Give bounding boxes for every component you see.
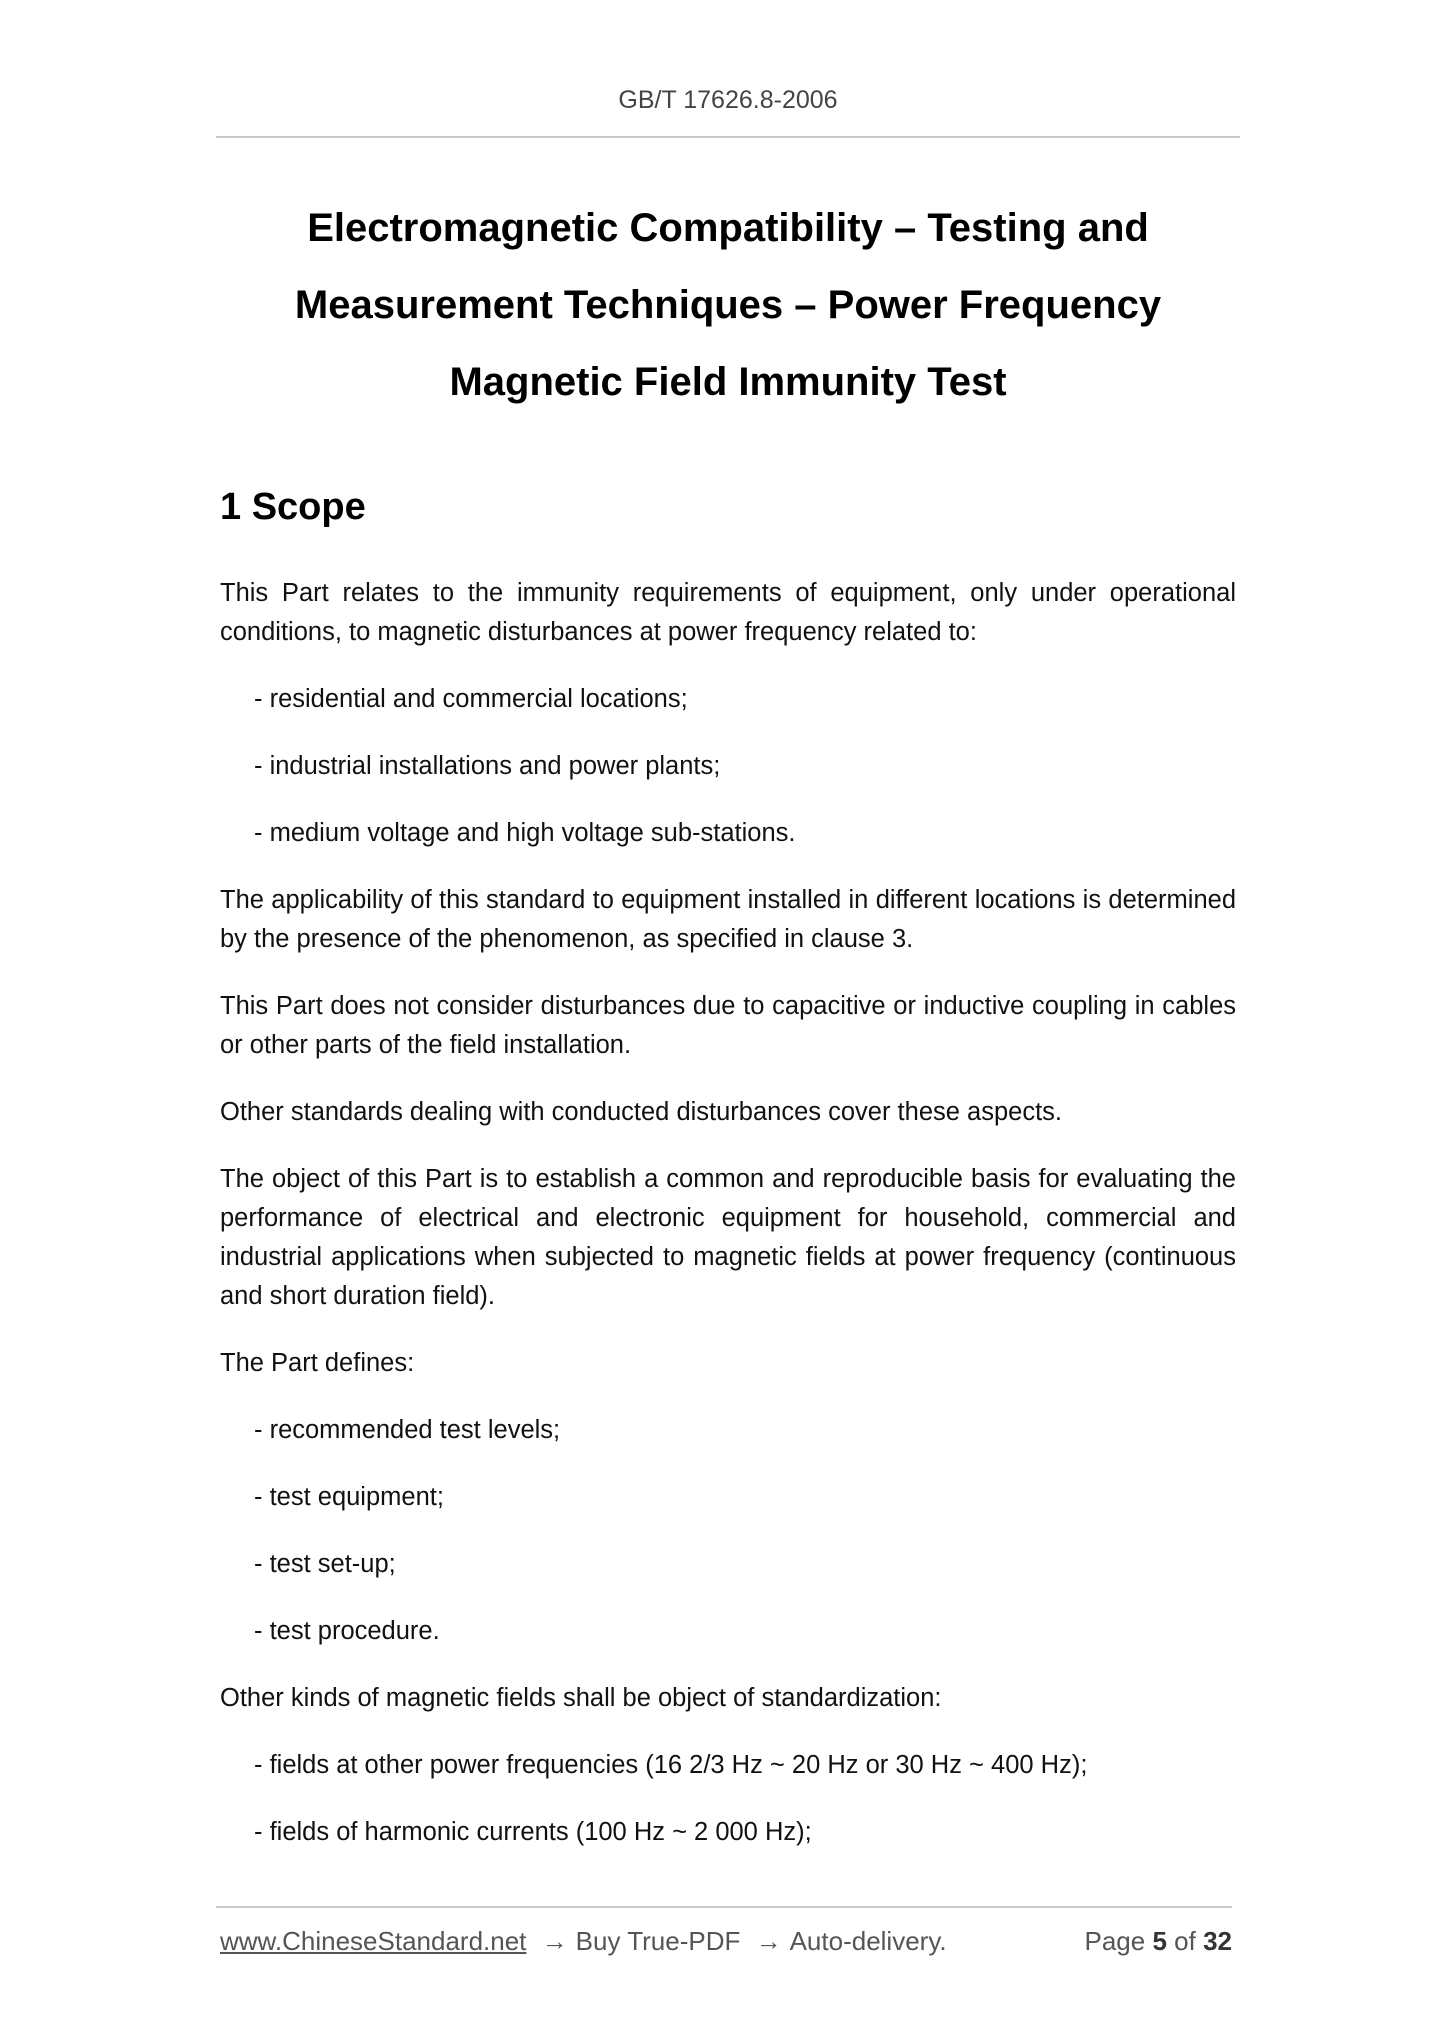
website-link[interactable]: www.ChineseStandard.net: [220, 1926, 527, 1956]
current-page: 5: [1152, 1926, 1167, 1956]
arrow-right-icon: →: [755, 1926, 782, 1956]
page-number: [1084, 1926, 1232, 1957]
page-label: Page: [1084, 1926, 1146, 1956]
paragraph: Other kinds of magnetic fields shall be object of standardization:: [220, 1684, 942, 1712]
header-standard-code: GB/T 17626.8-2006: [618, 86, 838, 114]
footer: [220, 1926, 1232, 1957]
title-line-1: Electromagnetic Compatibility – Testing and: [307, 206, 1149, 250]
paragraph: The Part defines:: [220, 1349, 415, 1377]
title-line-2: Measurement Techniques – Power Frequency: [294, 283, 1162, 327]
paragraph: The applicability of this standard to equipment installed in different locations is determined by the presence of the phenomenon, as specified in clause 3.: [220, 886, 1236, 953]
total-pages: 32: [1203, 1926, 1232, 1956]
paragraph: The object of this Part is to establish a common and reproducible basis for evaluating the performance of electrical and electronic equipment for household, commercial and industrial applications when subjected to magnetic fields at power frequency (continuous and short duration field).: [220, 1165, 1236, 1310]
document-title: [216, 190, 1240, 421]
paragraph: Other standards dealing with conducted disturbances cover these aspects.: [220, 1098, 1062, 1126]
list-item: - industrial installations and power plants;: [220, 747, 1236, 786]
list-item: - residential and commercial locations;: [220, 680, 1236, 719]
footer-divider: [216, 1906, 1232, 1908]
section-heading: 1 Scope: [220, 486, 366, 528]
list-item: - test procedure.: [220, 1612, 1236, 1651]
paragraph: This Part does not consider disturbances due to capacitive or inductive coupling in cables or other parts of the field installation.: [220, 992, 1236, 1059]
list-item: - test equipment;: [220, 1478, 1236, 1517]
list-item: - medium voltage and high voltage sub-stations.: [220, 814, 1236, 853]
list-item: - recommended test levels;: [220, 1411, 1236, 1450]
footer-promo: [220, 1926, 947, 1957]
title-line-3: Magnetic Field Immunity Test: [449, 360, 1007, 404]
buy-true-pdf-text: Buy True-PDF: [575, 1926, 741, 1956]
header-divider: [216, 136, 1240, 138]
paragraph: This Part relates to the immunity requirements of equipment, only under operational conditions, to magnetic disturbances at power frequency related to:: [220, 579, 1236, 646]
list-item: - test set-up;: [220, 1545, 1236, 1584]
list-item: - fields at other power frequencies (16 2/3 Hz ~ 20 Hz or 30 Hz ~ 400 Hz);: [220, 1746, 1236, 1785]
auto-delivery-text: Auto-delivery.: [789, 1926, 947, 1956]
of-label: of: [1174, 1926, 1196, 1956]
list-item: - fields of harmonic currents (100 Hz ~ 2 000 Hz);: [220, 1813, 1236, 1852]
arrow-right-icon: →: [541, 1926, 568, 1956]
section-body: [220, 574, 1236, 1852]
